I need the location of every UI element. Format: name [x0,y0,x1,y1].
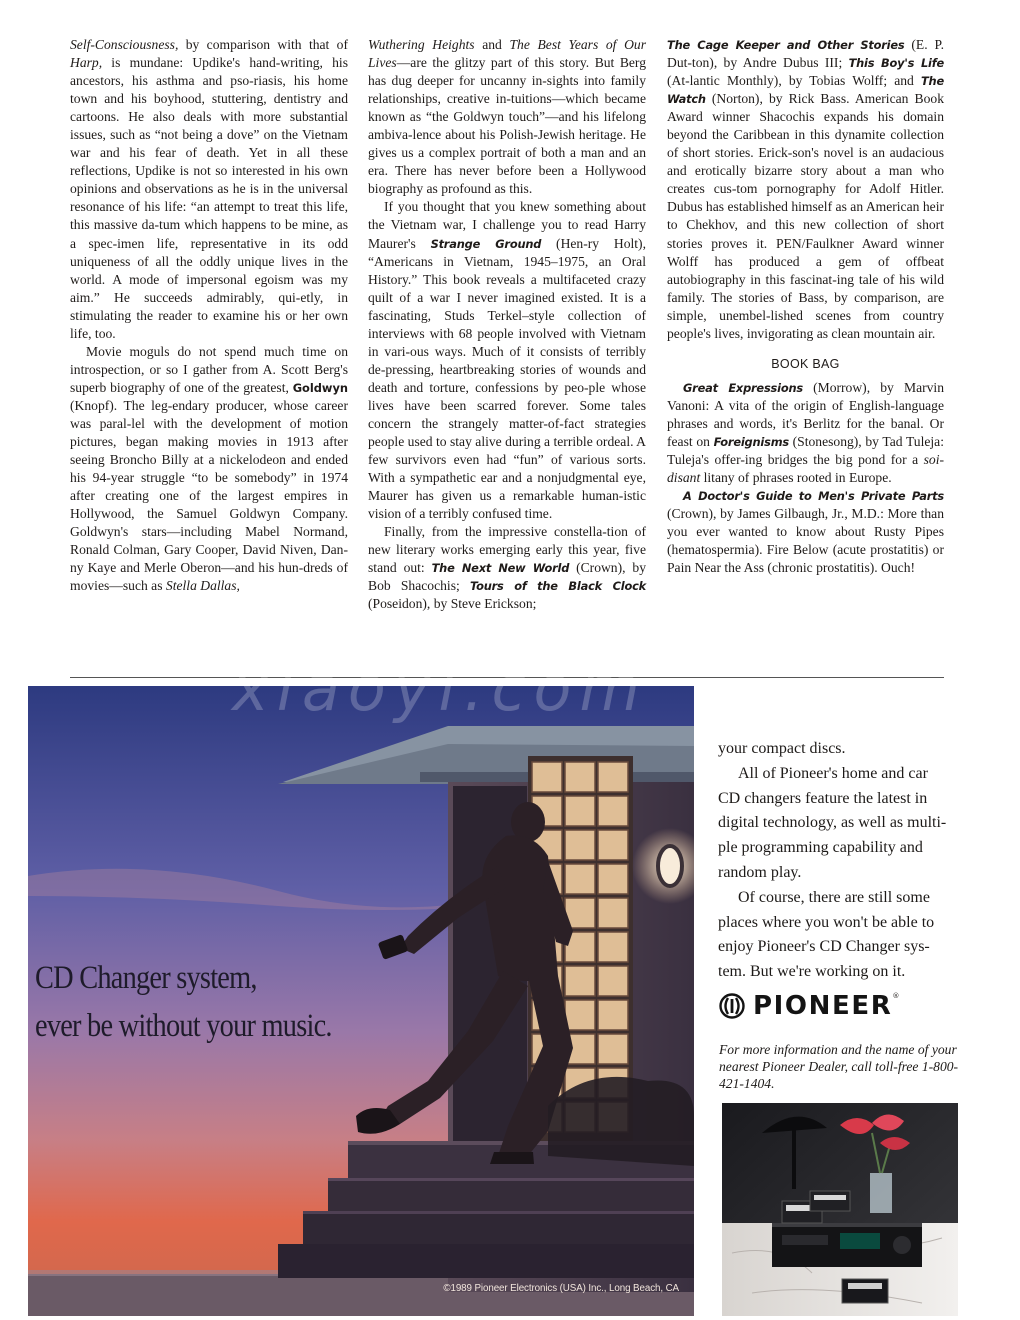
text: (Norton), by Rick Bass. American Book Award winner Shacochis expands his domain beyond the Caribbean in this dynamite collection of short stories. Erick-son's novel is an audacious and erotically bizarre story about a man who creates cus-tom pornography for Adolf Hitler. Dubus has established himself as an American heir to Chekhov, and this new collection of short stories proves it. PEN/Faulkner Award winner Wolff has produced a gem of offbeat autobiography in this fascinat-ing tale of his wild family. The stories of Bass, by comparison, are simple, unembel-lished scenes from country people's lives, invigorating as clean mountain air. [667,91,944,341]
article-column-3 [667,36,944,577]
pioneer-logo [719,990,955,1022]
book-title: Harp, [70,55,103,71]
book-title: Great Expressions [683,380,803,395]
text: (Crown), by Bob Shacochis; [368,560,646,594]
book-title: Foreignisms [713,434,789,449]
book-title: Strange Ground [430,236,542,251]
film-title: Stella Dallas, [165,578,240,594]
book-title: Self-Consciousness, [70,37,179,52]
ad-paragraph: Of course, there are still some places where you won't be able to enjoy Pioneer's CD Changer sys-tem. But we're working on it. [718,888,935,981]
text: (Stonesong), by Tad Tuleja: Tuleja's offer-ing bridges the big pond for a [667,433,944,468]
paragraph [368,198,646,523]
article-column-2 [368,36,646,614]
logo-wordmark: PIONEER [753,991,893,1021]
book-title: Tours of the Black Clock [469,579,646,594]
ad-copyright: ©1989 Pioneer Electronics (USA) Inc., Long Beach, CA [443,1283,679,1294]
ad-photo [28,686,694,1316]
book-title: Goldwyn [292,380,348,395]
ad-paragraph: your compact discs. [718,740,846,757]
cd-changer-product-image [722,1103,958,1316]
paragraph [667,487,944,577]
dealer-info: For more information and the name of your nearest Pioneer Dealer, call toll-free 1-800-421-1404. [719,1042,959,1092]
registered-mark: ® [892,992,900,1000]
text: litany of phrases rooted in Europe. [700,470,892,486]
text: If you thought that you knew something about the Vietnam war, I challenge you to read Harry Maurer's [368,199,646,251]
paragraph [70,343,348,596]
paragraph [368,523,646,613]
paragraph [667,379,944,487]
book-title: The Watch [667,74,944,107]
paragraph [368,36,646,198]
text: (At-lantic Monthly), by Tobias Wolff; and [667,73,921,89]
paragraph [667,36,944,343]
text: by comparison with that of [178,37,348,52]
book-title: The Cage Keeper and Other Stories [667,38,905,52]
ad-paragraph: All of Pioneer's home and car CD changers feature the latest in digital technology, as well as multi-ple programming capability and random play. [718,764,947,881]
book-title: The Next New World [431,561,570,576]
ad-body-copy [718,737,954,985]
film-title: The Best Years of Our Lives [368,37,646,71]
text: (Morrow), by Marvin Vanoni: A vita of the origin of English-language phrases and words, it's Berlitz for the banal. Or feast on [667,379,945,449]
text: is mundane: Updike's hand-writing, his ancestors, his asthma and pso-riasis, his home town and his boyhood, stuttering, dentistry and cartoons. He also deals with more substantial issues, such as “not being a dove” on the Vietnam war and his fear of death. Yet in all these reflections, Updike is not so interested in his own opinions and observations as he is in the universal resonance of his life: “an attempt to treat this life, this massive da-tum which happens to be mine, as a spec-imen life, representative in its odd uniqueness of all the oddly unique lives in the world. A mode of impersonal egoism was my aim.” He succeeds admirably, qui-etly, in stimulating the reader to examine his or her own life, too. [70,55,348,341]
product-photo [722,1103,958,1316]
text: and [474,37,510,52]
watermark: xiaoyi.com [232,652,648,725]
paragraph [70,36,348,343]
text: (E. P. Dut-ton), by Andre Dubus III; [667,37,944,71]
headline-line: ever be without your music. [35,1008,332,1044]
book-title: This Boy's Life [848,56,944,71]
article-column-1 [70,36,348,595]
text: Finally, from the impressive constella-tion of new literary works emerging early this year, five stand out: [368,524,646,576]
text: (Hen-ry Holt), “Americans in Vietnam, 1945–1975, an Oral History.” This book reveals a multifaceted crazy quilt of a war I never imagined existed. It is a fascinating, Studs Terkel–style collection of interviews with 68 people involved with Vietnam in vari-ous ways. Much of it consists of terribly de-pressing, heartbreaking stories of wounds and death and torture, confessions by peo-ple whose lives have been scarred forever. Some tales concern the strangely matter-of-fact strategies people used to stay alive during a terrible ordeal. A few survivors even had “fun” of various sorts. With a sympathetic ear and a nonjudgmental eye, Maurer has given us a remarkable human-istic vision of a terribly confused time. [368,235,646,522]
ad-headline [35,954,396,1050]
book-title: A Doctor's Guide to Men's Private Parts [683,489,944,504]
text: (Knopf). The leg-endary producer, whose career was paral-lel with the development of motion pictures, began making movies in 1913 after seeing Broncho Billy at a nickelodeon and ended his 94-year struggle “to be somebody” in 1974 after creating one of the largest empires in Hollywood, the Samuel Goldwyn Company. Goldwyn's stars—including Mabel Normand, Ronald Colman, Gary Cooper, David Niven, Dan-ny Kaye and Merle Oberon—and his hun-dreds of movies—such as [70,397,348,594]
foreign-phrase: soi-disant [667,452,944,486]
text: Movie moguls do not spend much time on introspection, or so I gather from A. Scott Berg's superb biography of one of the greatest, [70,343,348,395]
book-bag-heading: BOOK BAG [771,356,840,371]
text: (Poseidon), by Steve Erickson; [368,596,537,612]
pioneer-emblem-icon [719,993,745,1019]
text: —are the glitzy part of this story. But Berg has dug deeper for uncanny in-sights into family relationships, creative in-tuitions—which became known as “the Goldwyn touch”—and his lifelong ambiva-lence about his Polish-Jewish heritage. He gives us a complex portrait of both a man and an era. There has never before been a Hollywood biography as profound as this. [368,55,646,197]
section-divider [70,677,944,678]
text: (Crown), by James Gilbaugh, Jr., M.D.: More than you ever wanted to know about Rusty Pipes (hematospermia). Fire Below (acute prostatitis) or Pain Near the Ass (chronic prostatitis). Ouch! [667,506,944,576]
headline-line: CD Changer system, [35,960,257,996]
film-title: Wuthering Heights [368,37,475,52]
